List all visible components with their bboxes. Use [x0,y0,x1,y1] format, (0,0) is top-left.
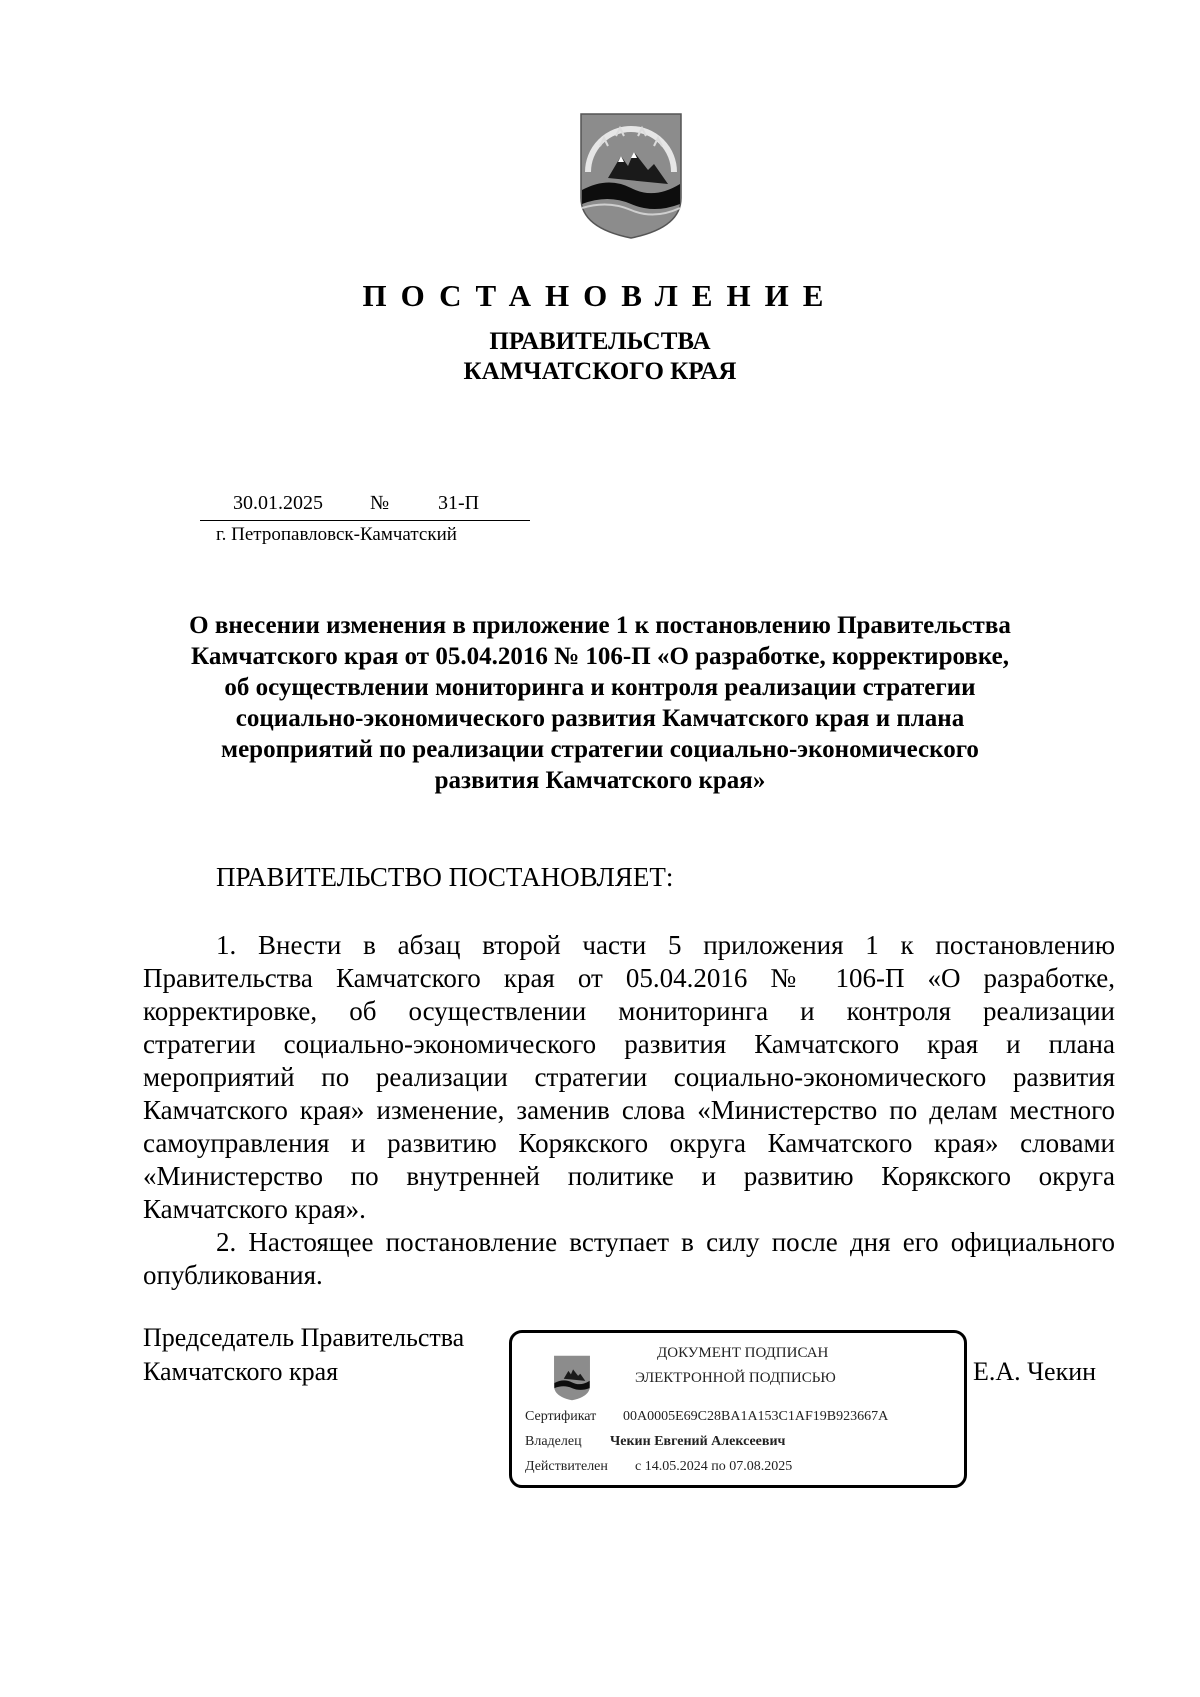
body-line: стратегии социально-экономического развития Камчатского края и плана [143,1029,1115,1059]
title-line: социально-экономического развития Камчатского края и плана [235,705,965,732]
validity-label: Действителен [525,1459,608,1474]
title-line: О внесении изменения в приложение 1 к постановлению Правительства [189,612,1011,639]
date-number-line [200,490,530,521]
title-line: развития Камчатского края» [434,767,766,794]
document-number: 31-П [438,492,480,514]
body-line: мероприятий по реализации стратегии социально-экономического развития [143,1062,1115,1092]
body-line: 1. Внести в абзац второй части 5 приложения 1 к постановлению [216,930,1115,960]
resolves-heading: ПРАВИТЕЛЬСТВО ПОСТАНОВЛЯЕТ: [216,862,674,892]
document-date: 30.01.2025 [233,492,323,514]
owner-label: Владелец [525,1434,582,1449]
document-city: г. Петропавловск-Камчатский [216,524,457,545]
signer-position-line-1: Председатель Правительства [143,1323,465,1352]
title-line: Камчатского края от 05.04.2016 № 106-П «О разработке, корректировке, [191,643,1009,670]
body-line: «Министерство по внутренней политике и развитию Корякского округа [143,1161,1115,1191]
validity-value: с 14.05.2024 по 07.08.2025 [635,1459,793,1474]
body-line: Правительства Камчатского края от 05.04.2016 № 106-П «О разработке, [143,963,1115,993]
title-line: мероприятий по реализации стратегии социально-экономического [221,736,979,763]
title-line: об осуществлении мониторинга и контроля реализации стратегии [224,674,976,701]
signer-name: Е.А. Чекин [973,1357,1097,1386]
stamp-heading-line-1: ДОКУМЕНТ ПОДПИСАН [657,1345,829,1361]
number-sign: № [370,492,390,514]
issuer-line-2: КАМЧАТСКОГО КРАЯ [463,358,737,385]
stamp-heading-line-2: ЭЛЕКТРОННОЙ ПОДПИСЬЮ [635,1370,836,1386]
coat-of-arms-icon [578,112,684,240]
certificate-value: 00A0005E69C28BA1A153C1AF19B923667A [623,1409,889,1424]
signer-position-line-2: Камчатского края [143,1357,339,1386]
certificate-label: Сертификат [525,1409,597,1424]
electronic-signature-stamp [509,1330,967,1488]
body-line: Камчатского края». [143,1194,366,1224]
body-line: 2. Настоящее постановление вступает в силу после дня его официального [216,1227,1115,1257]
body-line: самоуправления и развитию Корякского округа Камчатского края» словами [143,1128,1115,1158]
document-type: ПОСТАНОВЛЕНИЕ [362,278,838,313]
issuer-line-1: ПРАВИТЕЛЬСТВА [489,328,711,355]
body-line: Камчатского края» изменение, заменив слова «Министерство по делам местного [143,1095,1115,1125]
owner-value: Чекин Евгений Алексеевич [610,1434,786,1449]
coat-of-arms-icon [552,1355,592,1401]
body-line: корректировке, об осуществлении мониторинга и контроля реализации [143,996,1115,1026]
body-line: опубликования. [143,1260,323,1290]
